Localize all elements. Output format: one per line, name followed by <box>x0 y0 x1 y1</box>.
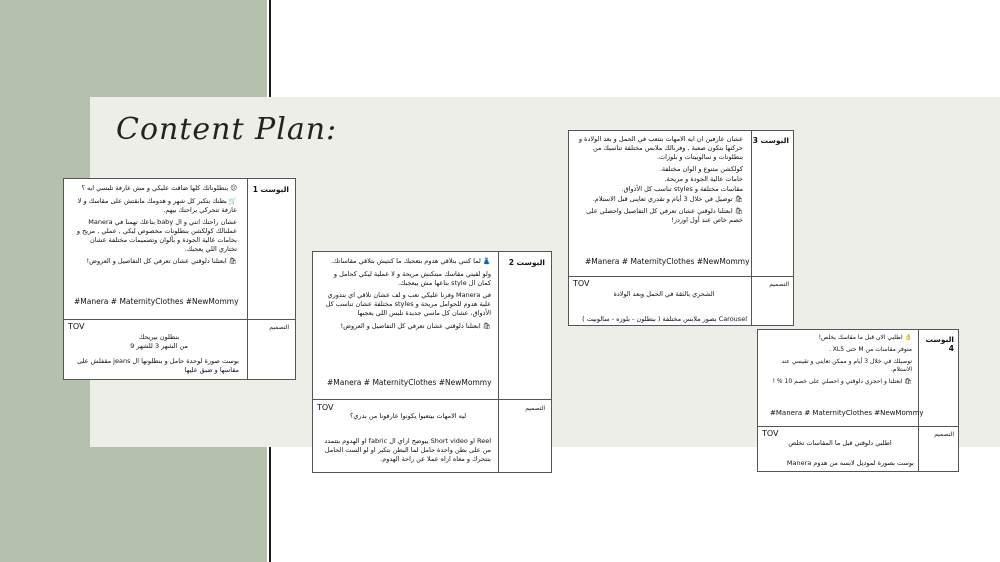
hashtags: #Manera # MaternityClothes #NewMommy <box>585 257 750 266</box>
bullet-item: كولكشن متنوع و الوان مختلفة. <box>659 165 743 174</box>
post-2-card <box>312 251 552 473</box>
row-divider <box>569 276 793 277</box>
tov-label: TOV <box>573 279 590 288</box>
post-3-card <box>568 130 794 326</box>
bullet-item: توصيلك في خلال 3 أيام و ممكن تعاينى و تقيسي عند الاستلام. <box>781 358 912 374</box>
bullet-item: 👗 لما كتني بتلاقي هدوم بتعجبك ما كنتيش بتلاقي مقاساتك. <box>331 257 491 265</box>
tov-question: ليه الامهات بيتعبوا يكونوا عارفونا من بدري؟ <box>349 412 467 420</box>
hashtags: #Manera # MaternityClothes #NewMommy <box>74 297 239 306</box>
post-label: البوست 2 <box>508 258 545 267</box>
bullet-item: عشان عارفين ان ايه الامهات بتتعب في الحمل و بعد الولادة و حركتها بتكون صعبة , وفرنالك ملابس مختلفة تناسبك من بنطلونات و سالوبيتات و بلوزات. <box>578 135 743 161</box>
bullet-item: 🛍 توصيل في خلال 3 أيام و تقدري تعاينى قبل الاستلام. <box>592 194 743 203</box>
bullet-item: متوفر مقاسات من M حتى XL5 . <box>828 346 912 354</box>
tov-center-text: اطلبي دلوقتي قبل ما المقاسات تخلص <box>788 439 892 447</box>
hashtags: #Manera # MaternityClothes #NewMommy <box>770 409 924 417</box>
post-label: البوست 3 <box>752 136 789 145</box>
tov-label: TOV <box>317 403 334 412</box>
tov-label: TOV <box>762 429 779 438</box>
design-label: التصميم <box>769 281 789 288</box>
bullet-item: 🛍 ابعتلنا و احجزي دلوقتي و احصلي على خصم 10 % ! <box>772 378 912 386</box>
post-body <box>575 135 743 229</box>
bullet-item: 🛒 بطنك بتكبر كل شهر و هدومك مابقتش على مقاسك و لا عارفة تتحركي براحتك بيهم. <box>77 196 237 214</box>
center-line: بنطلون بيريحك <box>138 333 180 341</box>
tov-center-text <box>84 333 234 351</box>
tov-center-text: الشحري بالثقة في الحمل وبعد الولادة <box>613 290 715 298</box>
design-description: بوست بصورة لموديل لابسه من هدوم Manera <box>786 459 914 467</box>
bullet-item: خامات عالية الجودة و مريحة. <box>664 175 743 184</box>
design-label: التصميم <box>525 405 545 412</box>
row-divider <box>758 426 958 427</box>
post-1-card <box>63 178 296 380</box>
post-body <box>762 334 912 390</box>
post-label: البوست 4 <box>925 335 954 353</box>
bullet-item: 👌 اطلبي الان قبل ما مقاسك يخلص! <box>818 334 912 341</box>
bullet-item: 🛍 ابعتلنا دلوقتي عشان تعرفي كل التفاصيل و العروض! <box>86 257 237 266</box>
post-body <box>319 257 491 334</box>
tov-label: TOV <box>68 322 85 331</box>
post-label: البوست 1 <box>252 185 289 194</box>
bullet-item: مقاسات مختلفة و styles تناسب كل الأذواق. <box>621 184 743 193</box>
bullet-item: 🛍 ابعتلنا دلوقتي عشان تعرفي كل التفاصيل واحصلي على خصم خاص عند أول اوردر! <box>586 207 743 225</box>
post-body <box>71 184 237 270</box>
design-description: Carousel بصور ملابس مختلفة ( بنطلون - بلوزه - سالوبيت ) <box>582 315 747 323</box>
design-label: التصميم <box>934 431 954 438</box>
bullet-item: 😕 بنطلوناتك كلها ضاقت عليكي و مش عارفة تلبسي ايه ؟ <box>81 184 237 192</box>
design-description: بوست صورة لوحدة حامل و بنطلونها ال jeans مقفلش على مقاسها و ضيق عليها <box>77 357 239 374</box>
row-divider <box>64 319 295 320</box>
hashtags: #Manera # MaternityClothes #NewMommy <box>327 378 492 387</box>
design-label: التصميم <box>269 324 289 331</box>
label-column-divider <box>247 179 248 379</box>
bullet-item: 🛍 ابعتلنا دلوقتي عشان تعرفي كل التفاصيل و العروض! <box>340 321 491 330</box>
label-column-divider <box>751 131 752 325</box>
center-line: من الشهر 3 للشهر 9 <box>130 341 188 350</box>
bullet-item: في Manera وفرنا عليكي تعب و لف عشان تلاقي اي بتدوري علية هدوم للحوامل مريحة و styles مختلفة عشان تناسب كل الأذواق، عشان كل ماسي جديدة تلبس اللي يعجبها <box>325 291 491 317</box>
row-divider <box>313 399 551 400</box>
label-column-divider <box>498 252 499 472</box>
page-title: Content Plan: <box>116 112 338 147</box>
design-description: Reel او Short video بيوضح ازاي ال fabric او الهدوم بتتمدد من على بطن واحدة حامل لما البطن بتكبر او لو الست الحامل بتتحرك و معاه اراه عملا عن راحة الهدوم. <box>324 437 491 463</box>
post-4-card <box>757 329 959 472</box>
bullet-item: عشان راحتك انتي و ال baby بتاعك تهمنا في Manera عملنالك كولكشن بنطلونات مخصوص ليكي , عملي , مريح و بخامات عالية الجودة و بألوان وتصميمات مختلفة عشان تختاري اللي يعجبك. <box>76 218 237 253</box>
bullet-item: ولو لقيتي مقاسك مبتكنش مريحة و لا عملية ليكي كحامل و كمان ال style بتاعها مش بيعجبك. <box>333 269 491 287</box>
